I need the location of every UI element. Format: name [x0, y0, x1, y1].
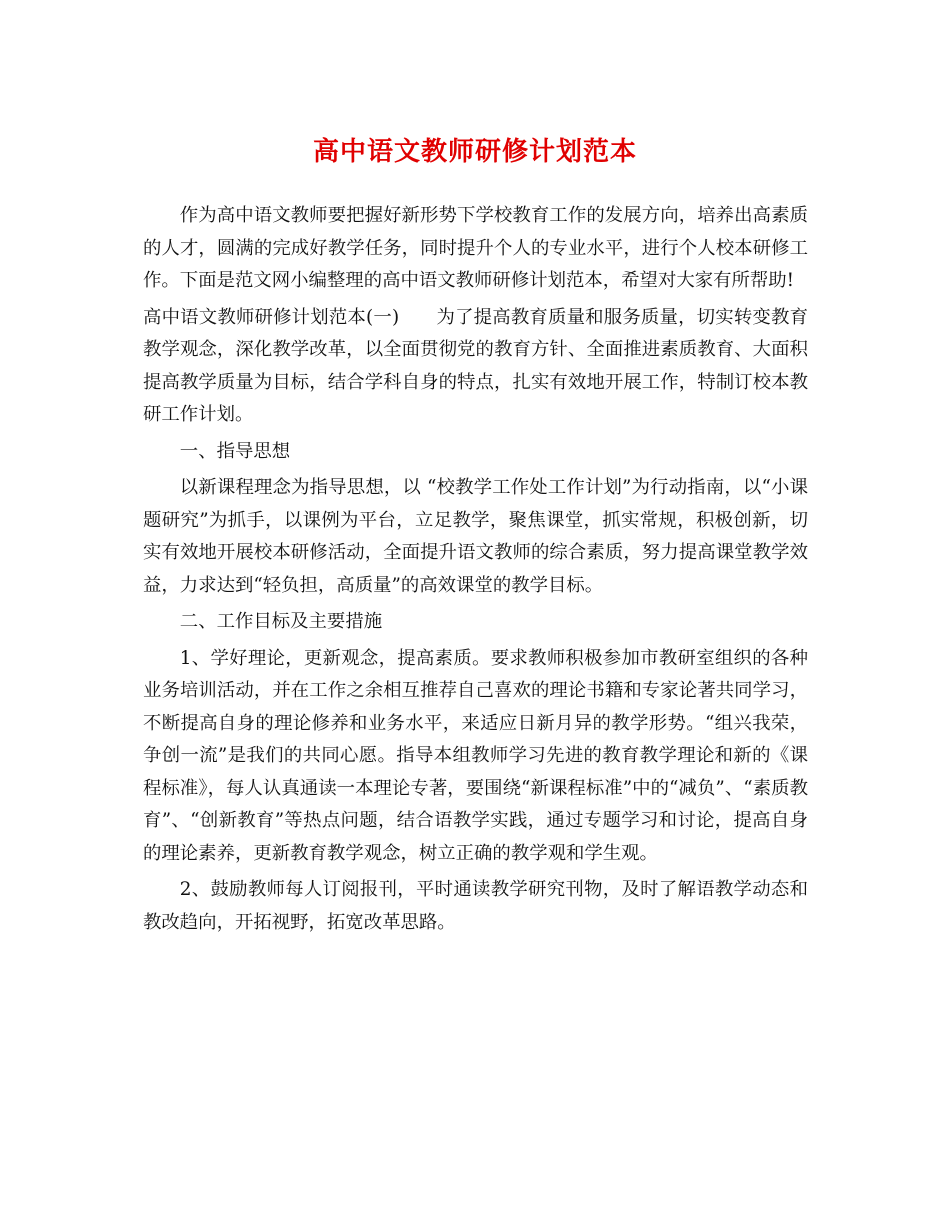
intro-paragraph: 作为高中语文教师要把握好新形势下学校教育工作的发展方向，培养出高素质的人才，圆满的完成好教学任务，同时提升个人的专业水平，进行个人校本研修工作。下面是范文网小编整理的高中语文教师研修计划范本，希望对大家有所帮助! — [143, 205, 808, 291]
measure-two-paragraph: 2、鼓励教师每人订阅报刊，平时通读教学研究刊物，及时了解语教学动态和教改趋向，开拓视野，拓宽改革思路。 — [143, 879, 808, 933]
section-plan-one-paragraph: 高中语文教师研修计划范本(一) 为了提高教育质量和服务质量，切实转变教育教学观念，深化教学改革，以全面贯彻党的教育方针、全面推进素质教育、大面积提高教学质量为目标，结合学科自身的特点，扎实有效地开展工作，特制订校本教研工作计划。 — [143, 306, 808, 425]
guiding-thought-paragraph: 以新课程理念为指导思想，以 “校教学工作处工作计划”为行动指南，以“小课题研究”为抓手，以课例为平台，立足教学，聚焦课堂，抓实常规，积极创新，切实有效地开展校本研修活动，全面提升语文教师的综合素质，努力提高课堂教学效益，力求达到“轻负担，高质量”的高效课堂的教学目标。 — [143, 477, 808, 596]
measure-one-paragraph: 1、学好理论，更新观念，提高素质。要求教师积极参加市教研室组织的各种业务培训活动，并在工作之余相互推荐自己喜欢的理论书籍和专家论著共同学习，不断提高自身的理论修养和业务水平，来适应日新月异的教学形势。“组兴我荣，争创一流”是我们的共同心愿。指导本组教师学习先进的教育教学理论和新的《课程标准》，每人认真通读一本理论专著，要围绕“新课程标准”中的“减负”、“素质教育”、“创新教育”等热点问题，结合语教学实践，通过专题学习和讨论，提高自身的理论素养，更新教育教学观念，树立正确的教学观和学生观。 — [143, 647, 808, 864]
document-title: 高中语文教师研修计划范本 — [312, 137, 637, 167]
heading-goals-measures: 二、工作目标及主要措施 — [179, 611, 383, 632]
document-body — [143, 200, 808, 943]
heading-guiding-thought: 一、指导思想 — [179, 440, 291, 462]
